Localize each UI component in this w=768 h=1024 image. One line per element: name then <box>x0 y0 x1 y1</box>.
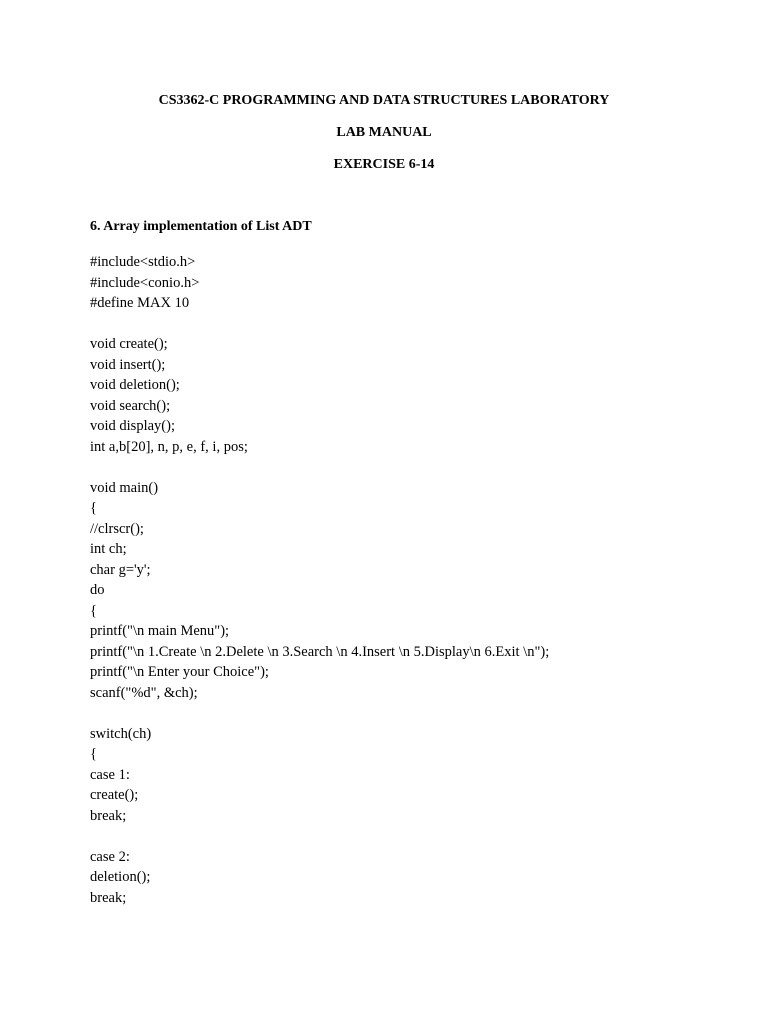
code-line: { <box>90 602 97 619</box>
code-line: int a,b[20], n, p, e, f, i, pos; <box>90 438 248 455</box>
code-line: case 1: <box>90 766 130 783</box>
code-line: do <box>90 582 105 598</box>
code-line: printf("\n 1.Create \n 2.Delete \n 3.Search \n 4.Insert \n 5.Display\n 6.Exit \n"); <box>90 643 550 660</box>
course-title: CS3362-C PROGRAMMING AND DATA STRUCTURES LABORATORY <box>158 93 610 108</box>
code-line: char g='y'; <box>90 561 151 578</box>
code-line: #include<conio.h> <box>90 274 200 291</box>
section-heading: 6. Array implementation of List ADT <box>90 219 312 234</box>
code-listing <box>90 252 730 908</box>
code-line: void insert(); <box>90 356 166 373</box>
code-line: void search(); <box>90 397 171 414</box>
code-line <box>90 314 730 335</box>
code-line: void deletion(); <box>90 377 180 393</box>
code-line: scanf("%d", &ch); <box>90 684 198 701</box>
code-line: //clrscr(); <box>90 520 144 537</box>
code-line: printf("\n main Menu"); <box>90 623 230 639</box>
code-line: #define MAX 10 <box>90 295 190 311</box>
code-line <box>90 457 730 478</box>
code-line <box>90 703 730 724</box>
code-line: void main() <box>90 479 159 496</box>
code-line: create(); <box>90 787 139 803</box>
code-line: case 2: <box>90 848 130 865</box>
code-line: void create(); <box>90 336 168 352</box>
code-line: printf("\n Enter your Choice"); <box>90 664 269 680</box>
code-line: break; <box>90 807 127 824</box>
code-line: break; <box>90 889 127 906</box>
code-line: #include<stdio.h> <box>90 254 196 270</box>
exercise-title: EXERCISE 6-14 <box>333 157 435 172</box>
code-line: { <box>90 746 97 762</box>
code-line: void display(); <box>90 418 175 434</box>
code-line: { <box>90 500 97 516</box>
manual-title: LAB MANUAL <box>336 125 432 140</box>
code-line: int ch; <box>90 541 127 557</box>
code-line <box>90 826 730 847</box>
code-line: switch(ch) <box>90 725 152 742</box>
code-line: deletion(); <box>90 869 151 885</box>
